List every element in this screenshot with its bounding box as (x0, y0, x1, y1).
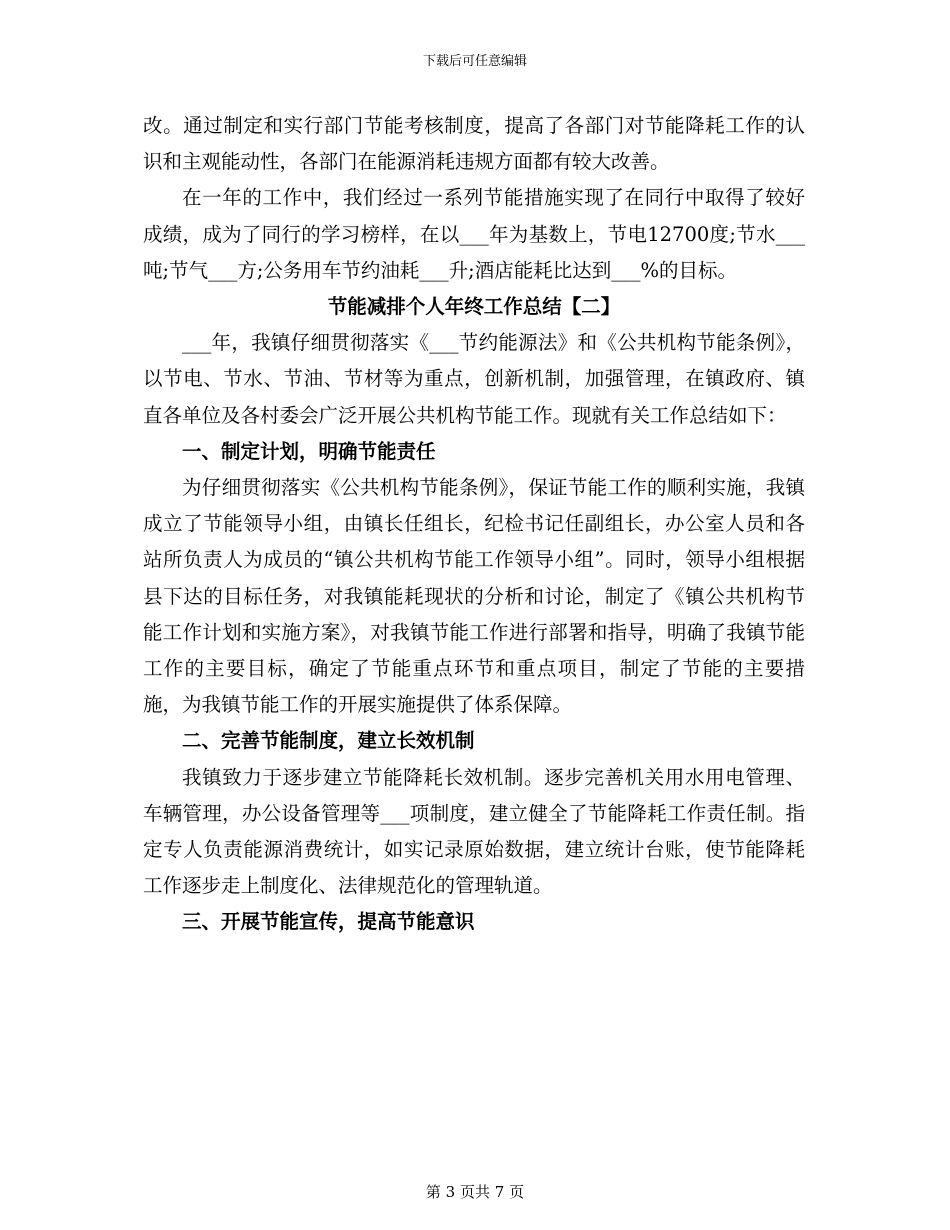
heading-plan: 一、制定计划，明确节能责任 (182, 439, 436, 463)
document-body (143, 108, 805, 941)
paragraph-intro: ___年，我镇仔细贯彻落实《___节约能源法》和《公共机构节能条例》，以节电、节水、节油、节材等为重点，创新机制，加强管理，在镇政府、镇直各单位及各村委会广泛开展公共机构节能工作。现就有关工作总结如下： (143, 331, 805, 427)
paragraph-continuation: 改。通过制定和实行部门节能考核制度，提高了各部门对节能降耗工作的认识和主观能动性，各部门在能源消耗违规方面都有较大改善。 (143, 114, 805, 174)
page-footer: 第 3 页共 7 页 (425, 1183, 525, 1201)
paragraph-system: 我镇致力于逐步建立节能降耗长效机制。逐步完善机关用水用电管理、车辆管理，办公设备管理等___项制度，建立健全了节能降耗工作责任制。指定专人负责能源消费统计，如实记录原始数据，建立统计台账，使节能降耗工作逐步走上制度化、法律规范化的管理轨道。 (143, 765, 805, 898)
heading-system: 二、完善节能制度，建立长效机制 (182, 729, 475, 753)
heading-publicity: 三、开展节能宣传，提高节能意识 (182, 910, 475, 934)
paragraph-results: 在一年的工作中，我们经过一系列节能措施实现了在同行中取得了较好成绩，成为了同行的学习榜样，在以___年为基数上，节电12700度;节水___吨;节气___方;公务用车节约油耗___升;酒店能耗比达到___%的目标。 (143, 186, 805, 282)
paragraph-plan: 为仔细贯彻落实《公共机构节能条例》，保证节能工作的顺利实施，我镇成立了节能领导小组，由镇长任组长，纪检书记任副组长，办公室人员和各站所负责人为成员的“镇公共机构节能工作领导小组”。同时，领导小组根据县下达的目标任务，对我镇能耗现状的分析和讨论，制定了《镇公共机构节能工作计划和实施方案》，对我镇节能工作进行部署和指导，明确了我镇节能工作的主要目标，确定了节能重点环节和重点项目，制定了节能的主要措施，为我镇节能工作的开展实施提供了体系保障。 (143, 476, 805, 717)
page-header: 下载后可任意编辑 (422, 54, 527, 69)
section-title: 节能减排个人年终工作总结【二】 (327, 295, 621, 319)
